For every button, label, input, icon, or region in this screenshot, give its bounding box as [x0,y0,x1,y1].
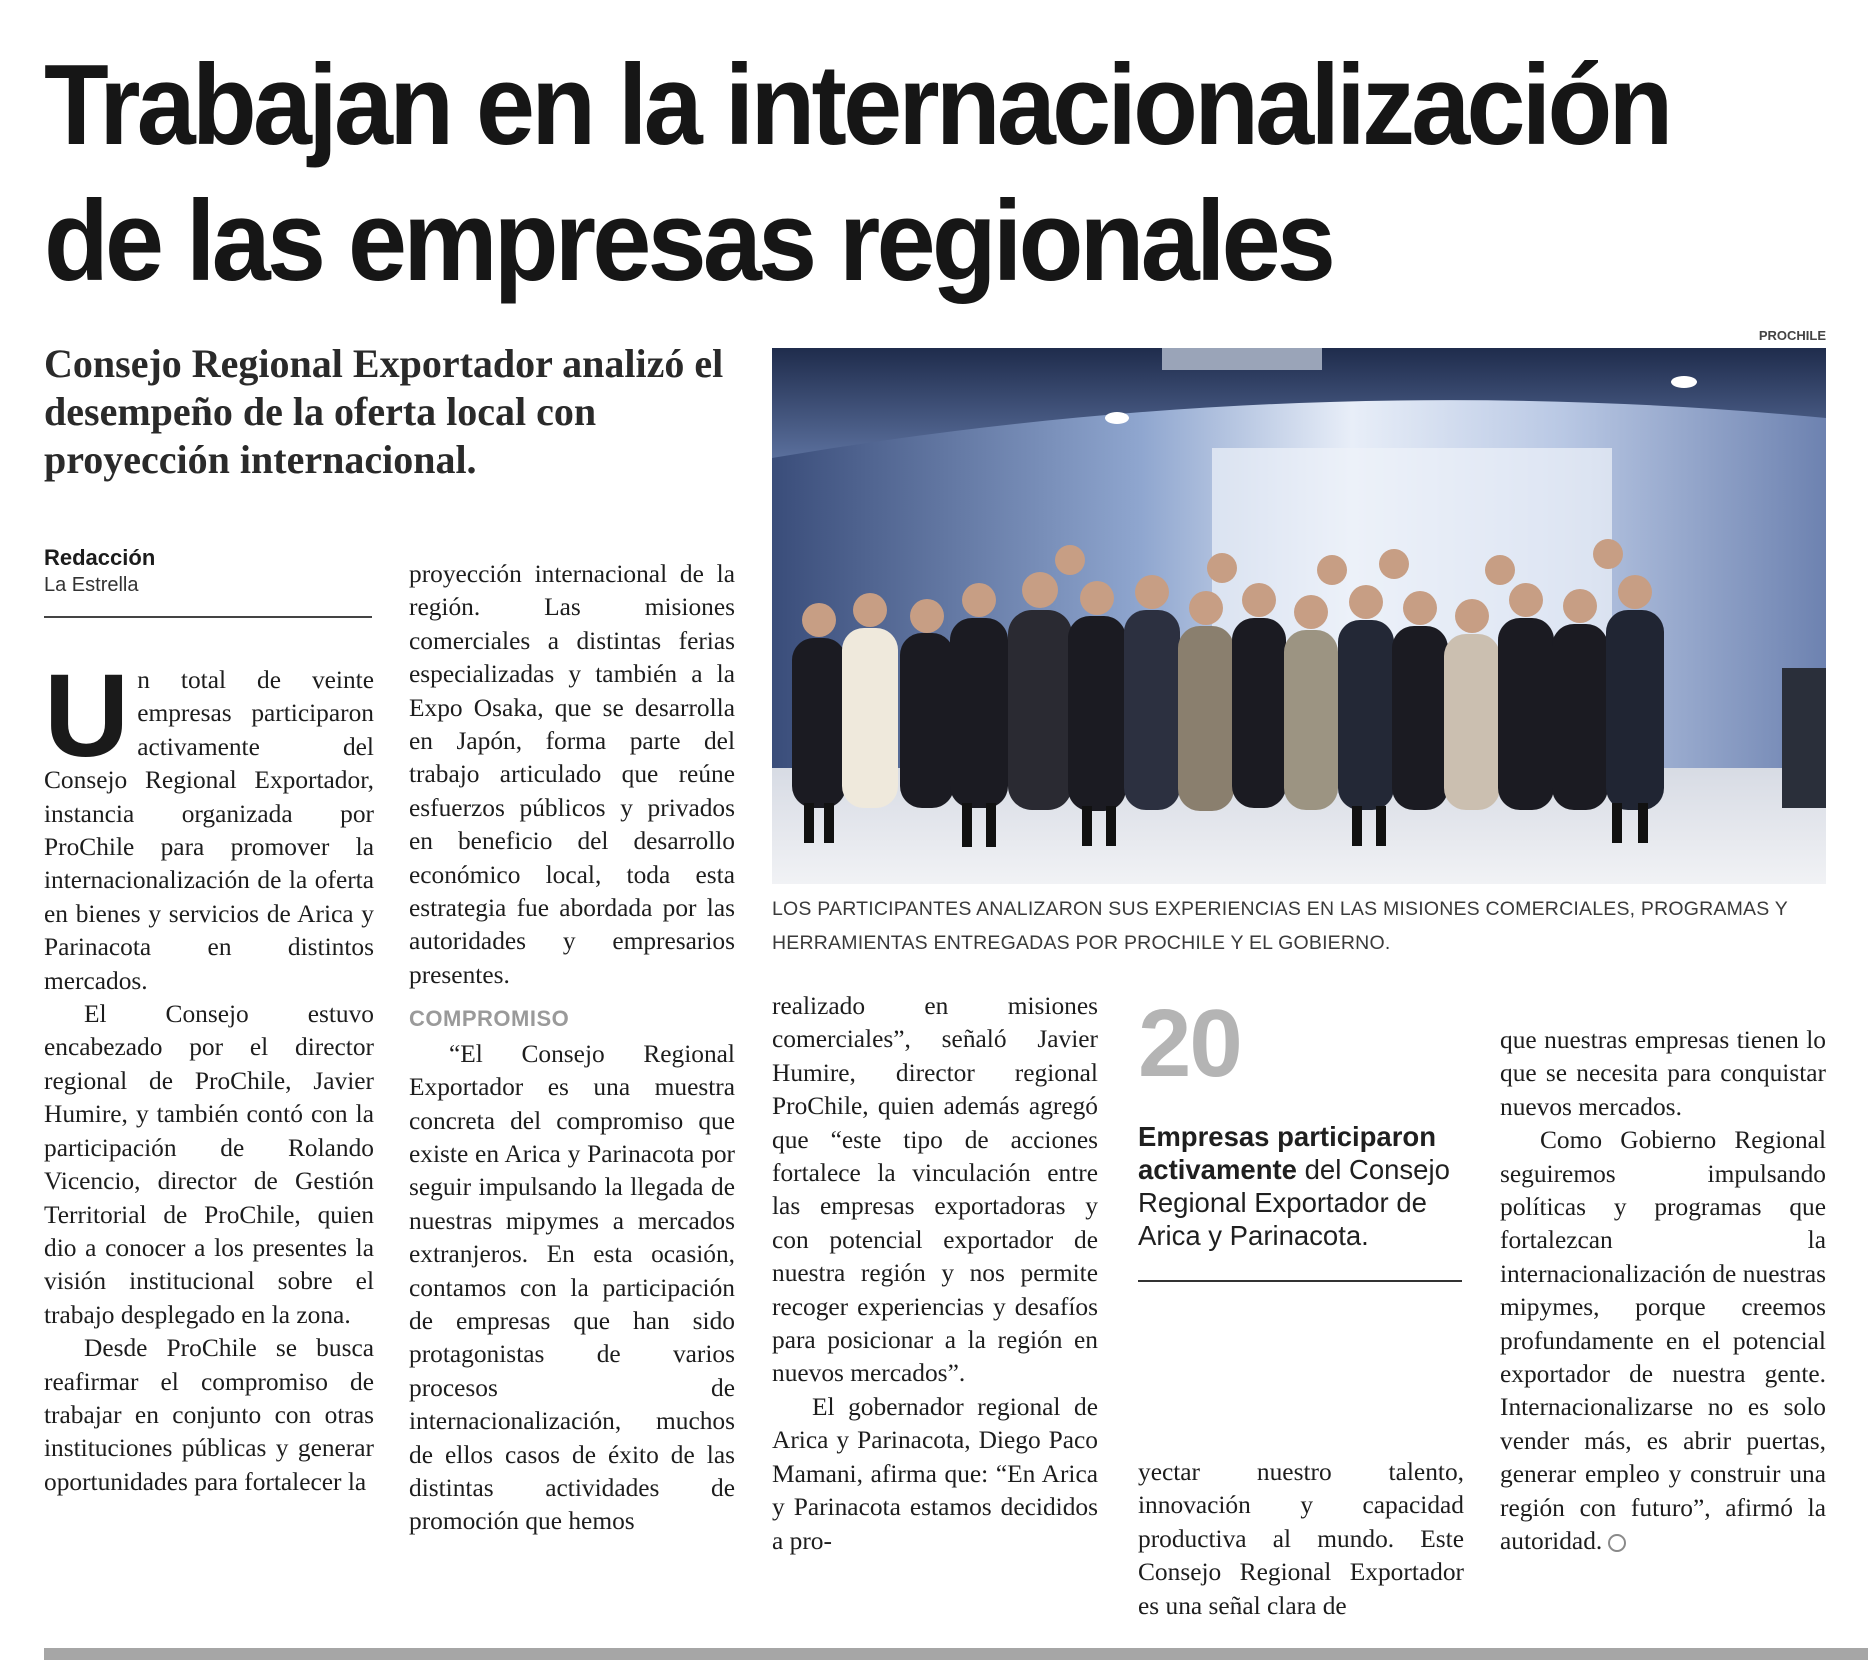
headline-line-1: Trabajan en la internacionalización [44,42,1670,169]
body-paragraph: El Consejo estuvo encabezado por el director regional de ProChile, Javier Humire, y también contó con la participación de Rolando Vicencio, director de Gestión Territorial de ProChile, quien dio a conocer a los presentes la visión institucional sobre el trabajo desplegado en la zona. [44,1000,374,1329]
end-of-article-icon [1608,1534,1626,1552]
body-paragraph: El gobernador regional de Arica y Parinacota, Diego Paco Mamani, afirma que: “En Arica y Parinacota estamos decididos a pro- [772,1392,1098,1555]
body-paragraph: realizado en misiones comerciales”, señaló Javier Humire, director regional ProChile, quien además agregó que “este tipo de acciones fortalece la vinculación entre las empresas exportadoras y con potencial exportador de nuestra región y nos permite recoger experiencias y desafíos para posicionar a la región en nuevos mercados”. [772,992,1098,1388]
stat-number: 20 [1138,990,1241,1097]
article-column-1 [44,650,374,1499]
byline-author: Redacción [44,545,156,570]
photo-credit: PROCHILE [1758,328,1826,343]
headline-line-2: de las empresas regionales [44,178,1333,305]
body-paragraph [1500,1124,1826,1558]
body-paragraph: Desde ProChile se busca reafirmar el compromiso de trabajar en conjunto con otras instituciones públicas y generar oportunidades para fortalecer la [44,1334,374,1496]
section-heading: COMPROMISO [409,1006,570,1032]
byline-outlet: La Estrella [44,574,139,596]
photo-caption: LOS PARTICIPANTES ANALIZARON SUS EXPERIENCIAS EN LAS MISIONES COMERCIALES, PROGRAMAS Y HERRAMIENTAS ENTREGADAS POR PROCHILE Y EL GOBIERNO. [772,898,1788,954]
stat-description [1138,1120,1478,1252]
headline [44,38,1718,310]
drop-cap: U [44,650,130,782]
body-paragraph: proyección internacional de la región. Las misiones comerciales a distintas ferias especializadas y también a la Expo Osaka, que se desarrolla en Japón, forma parte del trabajo articulado que reúne esfuerzos públicos y privados en beneficio del desarrollo económico local, toda esta estrategia fue abordada por las autoridades y empresarios presentes. [409,560,735,989]
article-column-4 [1138,1456,1464,1623]
bottom-rule [44,1648,1868,1660]
article-column-2 [409,558,735,1539]
byline-divider [44,616,372,618]
closing-paragraph-text: Como Gobierno Regional seguiremos impulsando políticas y programas que fortalezcan la internacionalización de nuestras mipymes, porque creemos profundamente en el potencial exportador de nuestra gente. Internacionalizarse no es solo vender más, es abrir puertas, generar empleo y construir una región con futuro”, afirmó la autoridad. [1500,1126,1826,1556]
stat-text: del Consejo Regional Exportador de Arica y Parinacota. [1138,1154,1450,1251]
subheadline: Consejo Regional Exportador analizó el desempeño de la oferta local con proyección internacional. [44,341,724,482]
body-paragraph: “El Consejo Regional Exportador es una muestra concreta del compromiso que existe en Arica y Parinacota por seguir impulsando la llegada de nuestras mipymes a mercados extranjeros. En esta ocasión, contamos con la participación de empresas que han sido protagonistas de varios procesos de internacionalización, muchos de ellos casos de éxito de las distintas actividades de promoción que hemos [409,1039,735,1536]
stat-bold-text: Empresas participaron activamente [1138,1121,1437,1185]
stat-divider [1138,1280,1462,1282]
lead-paragraph [44,650,374,998]
article-column-3 [772,990,1098,1558]
body-paragraph: yectar nuestro talento, innovación y capacidad productiva al mundo. Este Consejo Regional Exportador es una señal clara de [1138,1458,1464,1620]
group-photo [772,348,1826,884]
lead-paragraph-text: n total de veinte empresas participaron activamente del Consejo Regional Exportador, instancia organizada por ProChile para promover la internacionalización de la oferta en bienes y servicios de Arica y Parinacota en distintos mercados. [44,666,374,995]
group-photo-image [772,348,1826,884]
byline [44,544,374,598]
body-paragraph: que nuestras empresas tienen lo que se necesita para conquistar nuevos mercados. [1500,1026,1826,1121]
article-column-5 [1500,1024,1826,1559]
